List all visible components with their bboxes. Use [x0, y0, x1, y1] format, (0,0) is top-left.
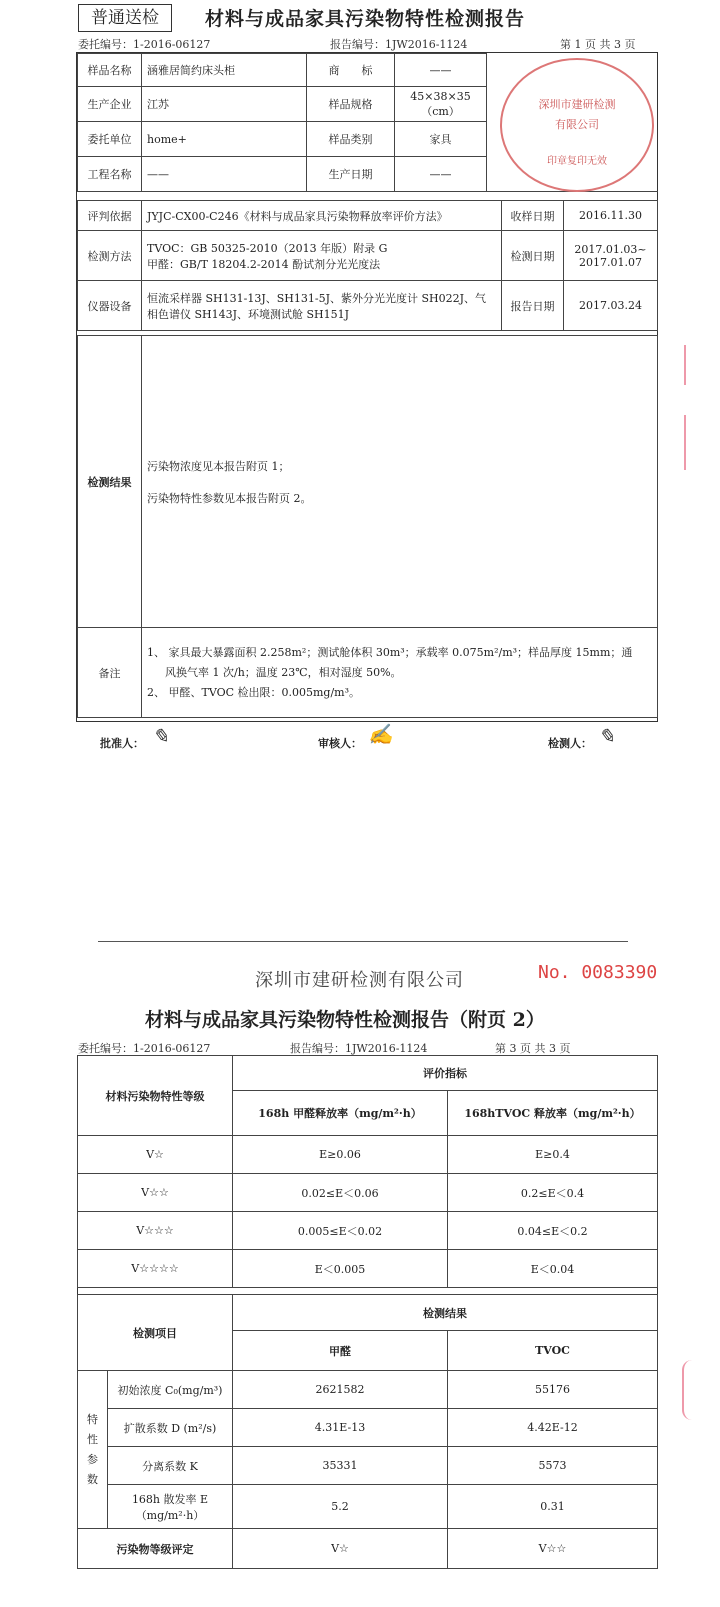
characteristic-params-label: [78, 1371, 108, 1529]
equipment-line-1: 恒流采样器 SH131-13J、SH131-5J、紫外分光光度计 SH022J、气: [147, 291, 487, 305]
report-number-2: 报告编号：1JW2016-1124: [290, 1042, 428, 1055]
manufacturer-label: 生产企业: [78, 87, 142, 122]
client-label: 委托单位: [78, 122, 142, 157]
tester-label: 检测人：: [548, 737, 592, 750]
char-label-1: 特: [87, 1412, 98, 1426]
tvoc-cell: 0.2≤E＜0.4: [448, 1174, 658, 1212]
table-row: [78, 1371, 658, 1409]
approver-label: 批准人：: [100, 737, 144, 750]
param-hcho: 5.2: [233, 1485, 448, 1529]
table-row: [78, 1136, 658, 1174]
method-label: 检测方法: [78, 231, 142, 281]
test-date-start: 2017.01.03~: [574, 242, 647, 256]
receive-date-label: 收样日期: [502, 201, 564, 231]
grade-header: 材料污染物特性等级: [78, 1056, 233, 1136]
char-label-2: 性: [87, 1432, 98, 1446]
grade-cell: V☆☆: [78, 1174, 233, 1212]
result-value: [142, 336, 658, 628]
report-date-value: 2017.03.24: [564, 281, 658, 331]
method-tvoc: TVOC：GB 50325-2010（2013 年版）附录 G: [147, 241, 388, 255]
remarks-label: 备注: [78, 628, 142, 718]
table-gap: [78, 1288, 658, 1295]
manufacturer-value: 江苏: [142, 87, 307, 122]
table-row: [78, 1485, 658, 1529]
project-value: ——: [142, 157, 307, 192]
edge-stamp-fragment: [682, 1360, 706, 1420]
param-tvoc: 55176: [448, 1371, 658, 1409]
grade-cell: V☆: [78, 1136, 233, 1174]
col-tvoc: TVOC: [448, 1331, 658, 1371]
result-label: 检测结果: [78, 336, 142, 628]
param-tvoc: 0.31: [448, 1485, 658, 1529]
page-info-2: 第 3 页 共 3 页: [495, 1042, 571, 1055]
param-tvoc: 5573: [448, 1447, 658, 1485]
result-line-1: 污染物浓度见本报告附页 1；: [147, 459, 290, 473]
report-type-label: 普通送检: [78, 4, 172, 32]
seal-line-3: 印章复印无效: [547, 156, 607, 167]
remark-1-cont: 风换气率 1 次/h；温度 23℃，相对湿度 50%。: [165, 665, 402, 679]
entrust-number: 委托编号：1-2016-06127: [78, 38, 211, 51]
param-hcho: 2621582: [233, 1371, 448, 1409]
company-name: 深圳市建研检测有限公司: [255, 970, 464, 991]
emission-name-1: 168h 散发率 E: [131, 1492, 209, 1506]
test-info-table: [77, 200, 658, 331]
param-name: [108, 1485, 233, 1529]
company-seal: [500, 58, 654, 192]
items-header: 检测项目: [78, 1295, 233, 1371]
grade-table: [77, 1055, 658, 1569]
char-label-4: 数: [87, 1472, 98, 1486]
remark-2: 2、 甲醛、TVOC 检出限：0.005mg/m³。: [147, 685, 361, 699]
tester-signature: ✎: [598, 724, 615, 748]
table-row: [78, 1447, 658, 1485]
table-row: [78, 1174, 658, 1212]
approver-signature: ✎: [152, 724, 169, 748]
sample-name-label: 样品名称: [78, 54, 142, 87]
brand-label: 商 标: [307, 54, 395, 87]
method-value: [142, 231, 502, 281]
param-name: 初始浓度 C₀(mg/m³): [108, 1371, 233, 1409]
test-date-value: [564, 231, 658, 281]
criteria-value: JYJC-CX00-C246《材料与成品家具污染物释放率评价方法》: [142, 201, 502, 231]
param-name: 分离系数 K: [108, 1447, 233, 1485]
seal-line-1: 深圳市建研检测: [538, 98, 616, 111]
col-formaldehyde: 甲醛: [233, 1331, 448, 1371]
reviewer-signature: ✍: [368, 722, 393, 746]
col-tvoc-rate: 168hTVOC 释放率（mg/m²·h）: [448, 1091, 658, 1136]
table-row: [78, 1250, 658, 1288]
equipment-label: 仪器设备: [78, 281, 142, 331]
equipment-line-2: 相色谱仪 SH143J、环境测试舱 SH151J: [147, 307, 350, 321]
serial-number: No. 0083390: [538, 962, 658, 983]
report-number: 报告编号：1JW2016-1124: [330, 38, 468, 51]
tvoc-cell: 0.04≤E＜0.2: [448, 1212, 658, 1250]
project-label: 工程名称: [78, 157, 142, 192]
grade-eval-label: 污染物等级评定: [78, 1529, 233, 1569]
category-label: 样品类别: [307, 122, 395, 157]
remarks-value: [142, 628, 658, 718]
method-formaldehyde: 甲醛：GB/T 18204.2-2014 酚试剂分光光度法: [147, 257, 381, 271]
seal-line-2: 有限公司: [555, 118, 599, 131]
page-info: 第 1 页 共 3 页: [560, 38, 636, 51]
sample-name-value: 涵雅居简约床头柜: [142, 54, 307, 87]
result-table: [77, 335, 658, 718]
char-label-3: 参: [87, 1452, 98, 1466]
table-row: [78, 1409, 658, 1447]
param-hcho: 4.31E-13: [233, 1409, 448, 1447]
category-value: 家具: [395, 122, 487, 157]
test-date-label: 检测日期: [502, 231, 564, 281]
col-hcho-rate: 168h 甲醛释放率（mg/m²·h）: [233, 1091, 448, 1136]
table-row: [78, 1529, 658, 1569]
grade-eval-hcho: V☆: [233, 1529, 448, 1569]
hcho-cell: E≥0.06: [233, 1136, 448, 1174]
report-date-label: 报告日期: [502, 281, 564, 331]
emission-name-2: （mg/m²·h）: [135, 1508, 205, 1522]
result-line-2: 污染物特性参数见本报告附页 2。: [147, 491, 312, 505]
tvoc-cell: E≥0.4: [448, 1136, 658, 1174]
hcho-cell: 0.02≤E＜0.06: [233, 1174, 448, 1212]
entrust-number-2: 委托编号：1-2016-06127: [78, 1042, 211, 1055]
hcho-cell: E＜0.005: [233, 1250, 448, 1288]
spec-label: 样品规格: [307, 87, 395, 122]
grade-eval-tvoc: V☆☆: [448, 1529, 658, 1569]
page-title: 材料与成品家具污染物特性检测报告: [205, 8, 526, 30]
client-value: home+: [142, 122, 307, 157]
edge-stamp-fragment: [684, 345, 706, 385]
page-divider: [98, 941, 628, 942]
table-row: [78, 1212, 658, 1250]
eval-header: 评价指标: [233, 1056, 658, 1091]
tvoc-cell: E＜0.04: [448, 1250, 658, 1288]
grade-cell: V☆☆☆☆: [78, 1250, 233, 1288]
param-name: 扩散系数 D (m²/s): [108, 1409, 233, 1447]
edge-stamp-fragment: [684, 415, 706, 470]
grade-cell: V☆☆☆: [78, 1212, 233, 1250]
remark-1: 1、 家具最大暴露面积 2.258m²；测试舱体积 30m³；承载率 0.075m²/m³；样品厚度 15mm；通: [147, 645, 633, 659]
spec-value: 45×38×35（cm）: [395, 87, 487, 122]
results-header: 检测结果: [233, 1295, 658, 1331]
param-tvoc: 4.42E-12: [448, 1409, 658, 1447]
equipment-value: [142, 281, 502, 331]
param-hcho: 35331: [233, 1447, 448, 1485]
reviewer-label: 审核人：: [318, 737, 362, 750]
brand-value: ——: [395, 54, 487, 87]
test-date-end: 2017.01.07: [579, 255, 642, 269]
receive-date-value: 2016.11.30: [564, 201, 658, 231]
page-title-2: 材料与成品家具污染物特性检测报告（附页 2）: [145, 1009, 545, 1031]
prod-date-label: 生产日期: [307, 157, 395, 192]
hcho-cell: 0.005≤E＜0.02: [233, 1212, 448, 1250]
criteria-label: 评判依据: [78, 201, 142, 231]
prod-date-value: ——: [395, 157, 487, 192]
